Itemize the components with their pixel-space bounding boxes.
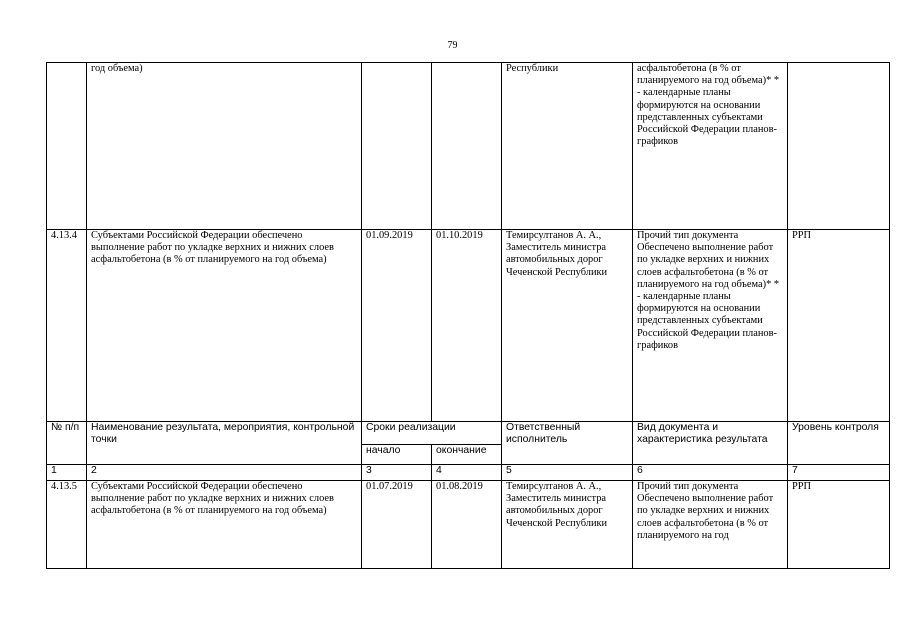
cell-name: Субъектами Российской Федерации обеспечено выполнение работ по укладке верхних и нижних слоев асфальтобетона (в % от планируемого на год объема) <box>87 230 362 422</box>
cell-executor: Республики <box>502 63 633 230</box>
plan-table <box>46 62 890 569</box>
header-terms: Сроки реализации <box>362 422 502 445</box>
column-number: 3 <box>362 465 432 481</box>
cell-end: 01.08.2019 <box>432 481 502 569</box>
cell-number: 4.13.5 <box>47 481 87 569</box>
cell-start: 01.09.2019 <box>362 230 432 422</box>
cell-number: 4.13.4 <box>47 230 87 422</box>
cell-level <box>788 63 890 230</box>
cell-level: РРП <box>788 481 890 569</box>
column-number: 5 <box>502 465 633 481</box>
column-number: 7 <box>788 465 890 481</box>
header-start: начало <box>362 445 432 465</box>
cell-executor: Темирсултанов А. А., Заместитель министра автомобильных дорог Чеченской Республики <box>502 481 633 569</box>
cell-start <box>362 63 432 230</box>
header-name: Наименование результата, мероприятия, контрольной точки <box>87 422 362 465</box>
cell-end <box>432 63 502 230</box>
column-numbers-row <box>47 465 890 481</box>
table-row-4-13-5 <box>47 481 890 569</box>
header-end: окончание <box>432 445 502 465</box>
cell-name: год объема) <box>87 63 362 230</box>
table-row-continued <box>47 63 890 230</box>
header-executor: Ответственный исполнитель <box>502 422 633 465</box>
cell-document: асфальтобетона (в % от планируемого на год объема)* * - календарные планы формируются на основании представленных субъектами Российской Федерации планов-графиков <box>633 63 788 230</box>
header-document: Вид документа и характеристика результата <box>633 422 788 465</box>
page-number: 79 <box>447 40 458 51</box>
cell-name: Субъектами Российской Федерации обеспечено выполнение работ по укладке верхних и нижних слоев асфальтобетона (в % от планируемого на год объема) <box>87 481 362 569</box>
header-level: Уровень контроля <box>788 422 890 465</box>
header-number: № п/п <box>47 422 87 465</box>
column-number: 1 <box>47 465 87 481</box>
cell-document: Прочий тип документа Обеспечено выполнение работ по укладке верхних и нижних слоев асфальтобетона (в % от планируемого на год <box>633 481 788 569</box>
cell-end: 01.10.2019 <box>432 230 502 422</box>
header-row <box>47 422 890 445</box>
cell-executor: Темирсултанов А. А., Заместитель министра автомобильных дорог Чеченской Республики <box>502 230 633 422</box>
column-number: 2 <box>87 465 362 481</box>
column-number: 6 <box>633 465 788 481</box>
table-row-4-13-4 <box>47 230 890 422</box>
column-number: 4 <box>432 465 502 481</box>
cell-level: РРП <box>788 230 890 422</box>
cell-document: Прочий тип документа Обеспечено выполнение работ по укладке верхних и нижних слоев асфальтобетона (в % от планируемого на год объема)* * - календарные планы формируются на основании представленных субъектами Российской Федерации планов-графиков <box>633 230 788 422</box>
cell-number <box>47 63 87 230</box>
cell-start: 01.07.2019 <box>362 481 432 569</box>
